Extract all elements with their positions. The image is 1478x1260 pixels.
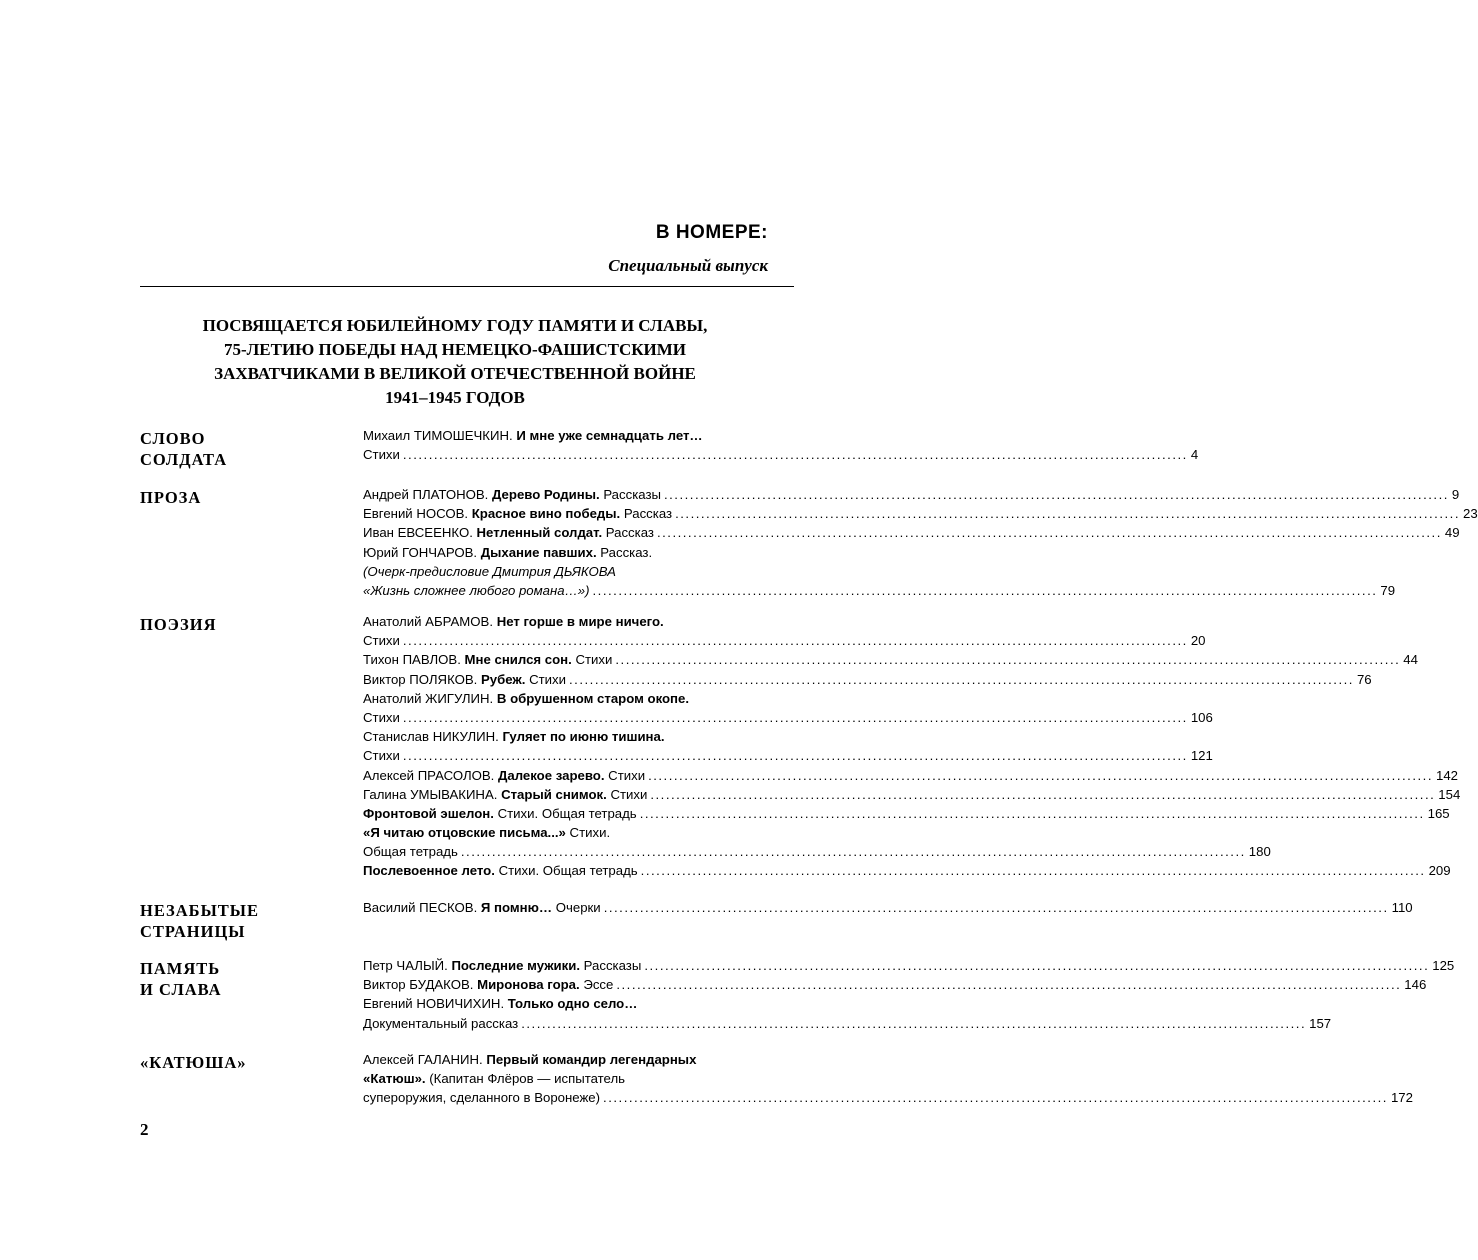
entry-page-number: 76 [1356, 671, 1372, 687]
section-label [140, 900, 330, 942]
entry-note: Рассказ. [596, 544, 653, 560]
entry-author: Тихон ПАВЛОВ. [363, 652, 465, 668]
entry-author: Андрей ПЛАТОНОВ. [363, 487, 492, 502]
section-label-line: ПОЭЗИЯ [140, 615, 217, 634]
section-entries [363, 487, 1478, 602]
entry-text [363, 1052, 696, 1067]
section-label-line: «КАТЮША» [140, 1053, 247, 1072]
entry-text [363, 1016, 518, 1031]
entry-work: Дерево Родины. [492, 487, 600, 502]
entry-author: Иван ЕВСЕЕНКО. [363, 525, 477, 541]
entry-note: Рассказы [599, 487, 661, 502]
entry-text [363, 900, 601, 915]
entry-text [363, 825, 610, 840]
page-heading: В НОМЕРЕ: [655, 222, 768, 243]
entry-note: Стихи [363, 748, 400, 764]
dot-leader [675, 506, 1460, 521]
entry-work: Мне снился сон. [464, 652, 572, 668]
entry-work: Нет горше в мире ничего. [496, 614, 664, 629]
entry-text [363, 506, 672, 521]
dot-leader [640, 806, 1425, 821]
section-entries [363, 428, 1199, 466]
toc-entry-line[interactable] [363, 996, 768, 1015]
entry-note: (Капитан Флёров — испытатель [425, 1071, 626, 1087]
entry-text [363, 447, 400, 462]
entry-page-number: 146 [1404, 977, 1427, 993]
entry-page-number: 44 [1403, 652, 1418, 668]
entry-note: Стихи [525, 671, 567, 687]
entry-page-number: 9 [1451, 487, 1460, 502]
entry-note: Рассказ [620, 506, 673, 522]
entry-work: Послевоенное лето. [363, 863, 495, 879]
toc-entry-line[interactable] [363, 428, 768, 447]
entry-author: Виктор ПОЛЯКОВ. [363, 671, 481, 687]
entry-work: «Я читаю отцовские письма...» [363, 825, 566, 841]
entry-note: Очерки [552, 900, 601, 915]
dot-leader [644, 958, 1429, 973]
entry-page-number: 125 [1432, 958, 1455, 973]
toc-entry-line[interactable] [363, 958, 1455, 977]
entry-work: Первый командир легендарных [486, 1052, 697, 1067]
entry-page-number: 79 [1380, 582, 1396, 598]
entry-note: (Очерк-предисловие Дмитрия ДЬЯКОВА [363, 563, 616, 579]
toc-entry-line[interactable] [363, 525, 1460, 544]
page-number: 2 [140, 1120, 149, 1139]
section-label [140, 428, 330, 470]
toc-entry-line[interactable] [363, 748, 1213, 767]
toc-entry-line[interactable] [363, 1052, 768, 1071]
entry-author: Василий ПЕСКОВ. [363, 900, 481, 915]
entry-page-number: 180 [1248, 844, 1271, 860]
toc-entry-line[interactable] [363, 825, 768, 844]
dot-leader [603, 1090, 1388, 1105]
toc-entry-line[interactable] [363, 1015, 1332, 1035]
entry-page-number: 157 [1309, 1015, 1332, 1031]
toc-entry-line[interactable] [363, 564, 768, 583]
section-label [140, 958, 330, 1000]
dot-leader [641, 863, 1426, 878]
entry-note: Стихи [571, 652, 613, 668]
entry-work: Фронтовой эшелон. [363, 805, 494, 821]
section-label-line: СТРАНИЦЫ [140, 922, 246, 941]
entry-author: Алексей ПРАСОЛОВ. [363, 767, 498, 783]
section-label-line: НЕЗАБЫТЫЕ [140, 901, 259, 920]
entry-text [363, 844, 458, 859]
section-entries [363, 1052, 1413, 1110]
entry-note: Рассказ [602, 525, 654, 541]
entry-note: Стихи [363, 447, 400, 463]
dot-leader [650, 787, 1435, 802]
entry-page-number: 172 [1390, 1090, 1413, 1106]
dot-leader [593, 583, 1378, 598]
entry-text [363, 652, 612, 667]
dedication-line: 1941–1945 ГОДОВ [385, 388, 525, 407]
entry-author: Михаил ТИМОШЕЧКИН. [363, 428, 517, 443]
toc-entry-line[interactable] [363, 447, 1199, 466]
entry-page-number: 209 [1428, 863, 1451, 879]
toc-entry-line[interactable] [363, 1071, 768, 1090]
section-entries [363, 614, 1461, 883]
dot-leader [569, 672, 1354, 687]
entry-text [363, 487, 661, 502]
entry-author: Юрий ГОНЧАРОВ. [363, 544, 481, 560]
section-label-line: ПРОЗА [140, 488, 202, 507]
toc-entry-line[interactable] [363, 633, 1206, 652]
entry-author: Анатолий АБРАМОВ. [363, 614, 497, 629]
entry-note: Стихи [606, 786, 648, 802]
entry-text [363, 806, 637, 821]
entry-note: Стихи. Общая тетрадь [494, 863, 638, 879]
toc-entry-line[interactable] [363, 844, 1271, 863]
dot-leader [648, 768, 1433, 783]
toc-entry-line[interactable] [363, 900, 1413, 919]
entry-page-number: 165 [1427, 805, 1450, 821]
entry-note: супероружия, сделанного в Воронеже) [363, 1090, 601, 1106]
entry-note: Рассказы [580, 958, 642, 973]
entry-text [363, 958, 641, 973]
entry-page-number: 121 [1190, 748, 1213, 764]
toc-entry-line[interactable] [363, 1090, 1413, 1109]
entry-text [363, 710, 400, 725]
entry-text [363, 1071, 625, 1086]
entry-work: Миронова гора. [477, 977, 580, 993]
dot-leader [461, 844, 1246, 859]
toc-entry-line[interactable] [363, 863, 1451, 882]
entry-note: Стихи [604, 767, 646, 783]
entry-text [363, 691, 689, 706]
entry-work: И мне уже семнадцать лет… [516, 428, 703, 443]
entry-text [363, 787, 647, 802]
toc-entry-line[interactable] [363, 786, 1461, 806]
entry-work: Я помню… [480, 900, 553, 915]
entry-note: Эссе [579, 977, 614, 993]
entry-note: «Жизнь сложнее любого романа…») [363, 582, 590, 598]
entry-author: Петр ЧАЛЫЙ. [363, 958, 452, 973]
entry-note: Стихи. Общая тетрадь [493, 805, 637, 821]
dedication-block [140, 314, 770, 410]
entry-author: Анатолий ЖИГУЛИН. [363, 690, 497, 706]
entry-page-number: 110 [1391, 900, 1413, 915]
entry-work: Красное вино победы. [471, 506, 621, 522]
toc-entry-line[interactable] [363, 545, 768, 564]
entry-page-number: 142 [1435, 767, 1458, 783]
dedication-line: ПОСВЯЩАЕТСЯ ЮБИЛЕЙНОМУ ГОДУ ПАМЯТИ И СЛАВЫ, [202, 316, 708, 335]
entry-text [363, 672, 566, 687]
entry-work: Последние мужики. [451, 958, 581, 973]
entry-text [363, 729, 665, 744]
toc-entry-line[interactable] [363, 614, 768, 633]
entry-work: В обрушенном старом окопе. [496, 690, 690, 706]
header-divider [140, 286, 794, 287]
section-label [140, 1052, 330, 1073]
entry-work: Старый снимок. [501, 786, 607, 802]
dot-leader [521, 1016, 1306, 1031]
toc-entry-line[interactable] [363, 506, 1478, 525]
entry-author: Алексей ГАЛАНИН. [363, 1052, 487, 1067]
entry-work: «Катюш». [363, 1071, 426, 1087]
toc-entry-line[interactable] [363, 652, 1418, 671]
entry-author: Станислав НИКУЛИН. [363, 729, 503, 745]
entry-work: Далекое зарево. [497, 767, 605, 783]
dot-leader [616, 977, 1401, 992]
section-label [140, 614, 330, 635]
toc-entry-line[interactable] [363, 582, 1396, 602]
entry-note: Стихи [363, 633, 400, 649]
entry-text [363, 564, 616, 579]
entry-text [363, 428, 703, 443]
toc-entry-line[interactable] [363, 977, 1427, 996]
entry-text [363, 996, 637, 1011]
entry-work: Рубеж. [481, 671, 526, 687]
issue-subtitle: Специальный выпуск [608, 256, 768, 275]
dot-leader [403, 748, 1188, 763]
dedication-line: 75-ЛЕТИЮ ПОБЕДЫ НАД НЕМЕЦКО-ФАШИСТСКИМИ [223, 340, 687, 359]
entry-text [363, 614, 664, 629]
section-entries [363, 900, 1413, 919]
section-label-line: ПАМЯТЬ [140, 959, 221, 978]
entry-page-number: 4 [1190, 447, 1199, 463]
dot-leader [403, 710, 1188, 725]
toc-entry-line[interactable] [363, 691, 768, 710]
entry-work: Гуляет по июню тишина. [502, 729, 665, 745]
section-label-line: СОЛДАТА [140, 450, 228, 469]
entry-text [363, 768, 645, 783]
entry-page-number: 49 [1444, 525, 1460, 541]
entry-text [363, 977, 613, 992]
toc-entry-line[interactable] [363, 671, 1372, 691]
entry-author: Виктор БУДАКОВ. [363, 977, 478, 993]
section-label [140, 487, 330, 508]
dot-leader [403, 633, 1188, 648]
entry-note: Стихи [363, 709, 400, 725]
entry-text [363, 545, 652, 560]
toc-entry-line[interactable] [363, 729, 768, 748]
entry-text [363, 748, 400, 763]
entry-work: Дыхание павших. [480, 544, 597, 560]
entry-author: Евгений НОВИЧИХИН. [363, 996, 508, 1012]
section-entries [363, 958, 1455, 1035]
entry-text [363, 1090, 600, 1105]
dot-leader [604, 900, 1389, 915]
dot-leader [664, 487, 1449, 502]
entry-author: Галина УМЫВАКИНА. [363, 786, 502, 802]
entry-note: Документальный рассказ [363, 1015, 519, 1031]
entry-note: Стихи. [565, 825, 611, 841]
entry-text [363, 525, 654, 540]
dot-leader [615, 652, 1400, 667]
dot-leader [403, 447, 1188, 462]
entry-page-number: 20 [1190, 633, 1206, 649]
toc-entry-line[interactable] [363, 805, 1450, 825]
section-label-line: И СЛАВА [140, 980, 222, 999]
section-label-line: СЛОВО [140, 429, 206, 448]
toc-entry-line[interactable] [363, 767, 1458, 787]
entry-page-number: 154 [1438, 786, 1461, 802]
dot-leader [657, 525, 1442, 540]
entry-note: Общая тетрадь [363, 844, 458, 860]
entry-text [363, 633, 400, 648]
toc-entry-line[interactable] [363, 709, 1213, 729]
entry-work: Нетленный солдат. [476, 525, 603, 541]
entry-text [363, 583, 590, 598]
entry-author: Евгений НОСОВ. [363, 506, 472, 522]
dedication-line: ЗАХВАТЧИКАМИ В ВЕЛИКОЙ ОТЕЧЕСТВЕННОЙ ВОЙНЕ [214, 364, 696, 383]
toc-entry-line[interactable] [363, 487, 1460, 506]
entry-work: Только одно село… [507, 996, 638, 1012]
entry-page-number: 106 [1190, 709, 1213, 725]
entry-page-number: 23 [1463, 506, 1478, 522]
entry-text [363, 863, 638, 878]
